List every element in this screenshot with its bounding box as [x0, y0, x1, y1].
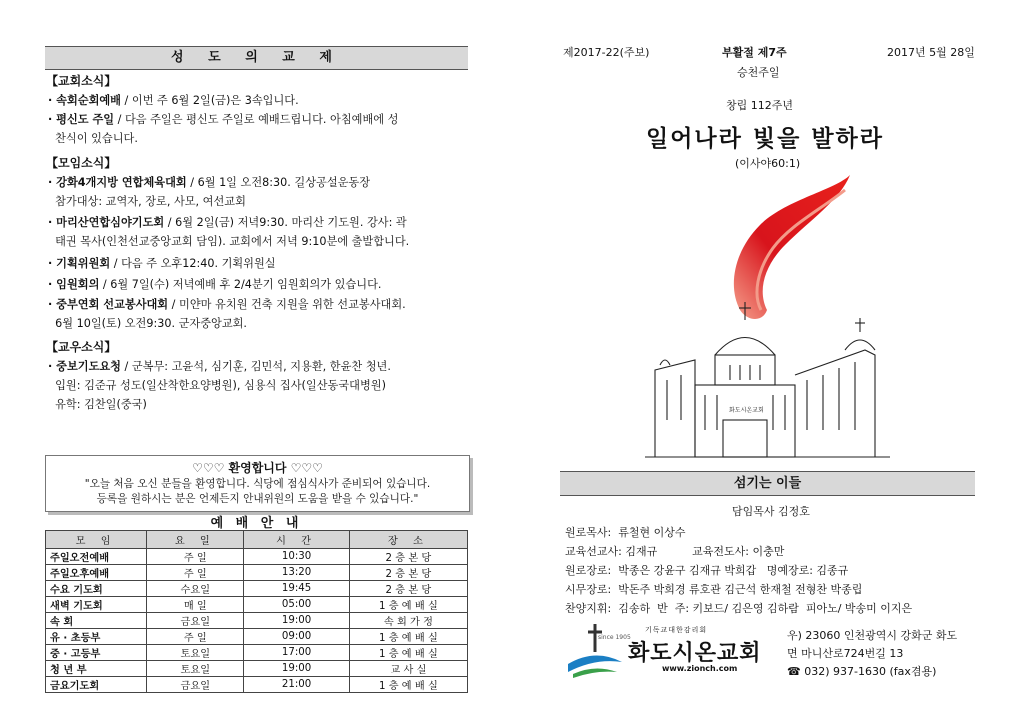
service-name: 수요 기도회 — [46, 581, 147, 597]
church-drawing — [645, 302, 890, 457]
address-line: 면 마니산로724번길 13 — [787, 647, 904, 660]
table-row — [46, 597, 468, 613]
service-day: 매 일 — [147, 597, 244, 613]
table-row — [46, 645, 468, 661]
news-item: · 기획위원회 / 다음 주 오후12:40. 기획위원실 — [48, 257, 276, 270]
welcome-title: ♡♡♡ 환영합니다 ♡♡♡ — [192, 461, 323, 475]
col-header: 요 일 — [147, 531, 244, 549]
church-url: www.zionch.com — [662, 664, 738, 673]
since-year: since 1905 — [598, 634, 631, 641]
fellowship-header: 성 도 의 교 제 — [45, 46, 468, 70]
service-time: 13:20 — [244, 565, 350, 581]
service-day: 주 일 — [147, 565, 244, 581]
section-title-members: 【교우소식】 — [46, 340, 117, 354]
service-day: 금요일 — [147, 613, 244, 629]
svg-text:화도시온교회: 화도시온교회 — [729, 407, 764, 414]
flame-church-illustration — [645, 170, 895, 460]
service-day: 토요일 — [147, 645, 244, 661]
service-place: 1 층 예 배 실 — [349, 677, 467, 693]
news-item: · 중부연회 선교봉사대회 / 미얀마 유치원 건축 지원을 위한 선교봉사대회. 6월 10일(토) 오전9:30. 군자중앙교회. — [48, 298, 406, 330]
liturgical-season: 부활절 제7주 — [722, 46, 787, 59]
welcome-box — [45, 455, 470, 512]
church-name: 화도시온교회 — [628, 641, 762, 666]
table-header-row — [46, 531, 468, 549]
table-row — [46, 661, 468, 677]
news-item: · 마리산연합심야기도회 / 6월 2일(금) 저녁9:30. 마리산 기도원. 강사: 곽 태권 목사(인천선교중앙교회 담임). 교회에서 저녁 9:10분에 출발합니다. — [48, 216, 410, 248]
service-place: 2 층 본 당 — [349, 581, 467, 597]
anniversary: 창립 112주년 — [726, 99, 793, 112]
service-place: 교 사 실 — [349, 661, 467, 677]
service-name: 유 · 초등부 — [46, 629, 147, 645]
news-item: · 평신도 주일 / 다음 주일은 평신도 주일로 예배드립니다. 아침예배에 성 찬식이 있습니다. — [48, 113, 399, 145]
col-header: 장 소 — [349, 531, 467, 549]
servant-row: 찬양지휘: 김송하 반 주: 키보드/ 김은영 김하람 피아노/ 박송미 이지은 — [565, 602, 913, 615]
service-day: 토요일 — [147, 661, 244, 677]
service-name: 금요기도회 — [46, 677, 147, 693]
table-row — [46, 565, 468, 581]
service-day: 주 일 — [147, 549, 244, 565]
service-time: 19:00 — [244, 613, 350, 629]
service-place: 2 층 본 당 — [349, 549, 467, 565]
bulletin-title: 일어나라 빛을 발하라 — [646, 125, 884, 152]
news-item: · 중보기도요청 / 군복무: 고윤석, 심기훈, 김민석, 지용환, 한윤찬 청년. 입원: 김준규 성도(일산착한요양병원), 심용식 집사(일산동국대병원) 유학: 김찬일(중국) — [48, 360, 391, 411]
table-row — [46, 677, 468, 693]
service-place: 2 층 본 당 — [349, 565, 467, 581]
table-row — [46, 613, 468, 629]
service-time: 05:00 — [244, 597, 350, 613]
service-place: 1 층 예 배 실 — [349, 597, 467, 613]
service-day: 주 일 — [147, 629, 244, 645]
section-title-meetings: 【모임소식】 — [46, 156, 117, 170]
service-table — [45, 530, 468, 693]
col-header: 시 간 — [244, 531, 350, 549]
news-item: · 임원회의 / 6월 7일(수) 저녁예배 후 2/4분기 임원회의가 있습니다. — [48, 278, 382, 291]
news-item: · 강화4개지방 연합체육대회 / 6월 1일 오전8:30. 길상공설운동장 참가대상: 교역자, 장로, 사모, 여선교회 — [48, 176, 371, 208]
col-header: 모 임 — [46, 531, 147, 549]
service-guide-title: 예 배 안 내 — [210, 516, 303, 531]
servant-row: 원로장로: 박종은 강윤구 김재규 박희갑 명예장로: 김종규 — [565, 564, 849, 577]
table-row — [46, 629, 468, 645]
service-place: 속 회 가 정 — [349, 613, 467, 629]
service-name: 중 · 고등부 — [46, 645, 147, 661]
service-time: 19:45 — [244, 581, 350, 597]
bible-verse: (이사야60:1) — [735, 157, 801, 170]
service-time: 17:00 — [244, 645, 350, 661]
service-day: 수요일 — [147, 581, 244, 597]
news-item: · 속회순회예배 / 이번 주 6월 2일(금)은 3속입니다. — [48, 94, 299, 107]
address-line: 우) 23060 인천광역시 강화군 화도 — [787, 629, 958, 642]
sunday-name: 승천주일 — [737, 66, 780, 79]
service-time: 10:30 — [244, 549, 350, 565]
service-name: 주일오후예배 — [46, 565, 147, 581]
servants-header: 섬기는 이들 — [560, 471, 975, 496]
table-row — [46, 581, 468, 597]
servant-row: 원로목사: 류철현 이상수 — [565, 526, 686, 539]
bulletin-date: 2017년 5월 28일 — [887, 46, 975, 59]
welcome-body: "오늘 처음 오신 분들을 환영합니다. 식당에 점심식사가 준비되어 있습니다. 등록을 원하시는 분은 언제든지 안내위원의 도움을 받을 수 있습니다." — [84, 478, 431, 505]
service-name: 새벽 기도회 — [46, 597, 147, 613]
phone-line: ☎ 032) 937-1630 (fax겸용) — [787, 665, 937, 678]
service-time: 19:00 — [244, 661, 350, 677]
service-name: 주일오전예배 — [46, 549, 147, 565]
issue-number: 제2017-22(주보) — [563, 46, 650, 59]
service-day: 금요일 — [147, 677, 244, 693]
service-time: 09:00 — [244, 629, 350, 645]
church-logo-icon — [565, 622, 625, 680]
senior-pastor: 담임목사 김정호 — [732, 505, 810, 518]
service-place: 1 층 예 배 실 — [349, 629, 467, 645]
section-title-church-news: 【교회소식】 — [46, 74, 117, 88]
service-place: 1 층 예 배 실 — [349, 645, 467, 661]
denomination: 기독교대한감리회 — [645, 626, 708, 634]
servant-row: 교육선교사: 김재규 교육전도사: 이충만 — [565, 545, 785, 558]
service-name: 속 회 — [46, 613, 147, 629]
servant-row: 시무장로: 박돈주 박희경 류호관 김근석 한재철 전형찬 박종립 — [565, 583, 863, 596]
service-time: 21:00 — [244, 677, 350, 693]
table-row — [46, 549, 468, 565]
service-name: 청 년 부 — [46, 661, 147, 677]
flame-shape — [734, 175, 850, 319]
